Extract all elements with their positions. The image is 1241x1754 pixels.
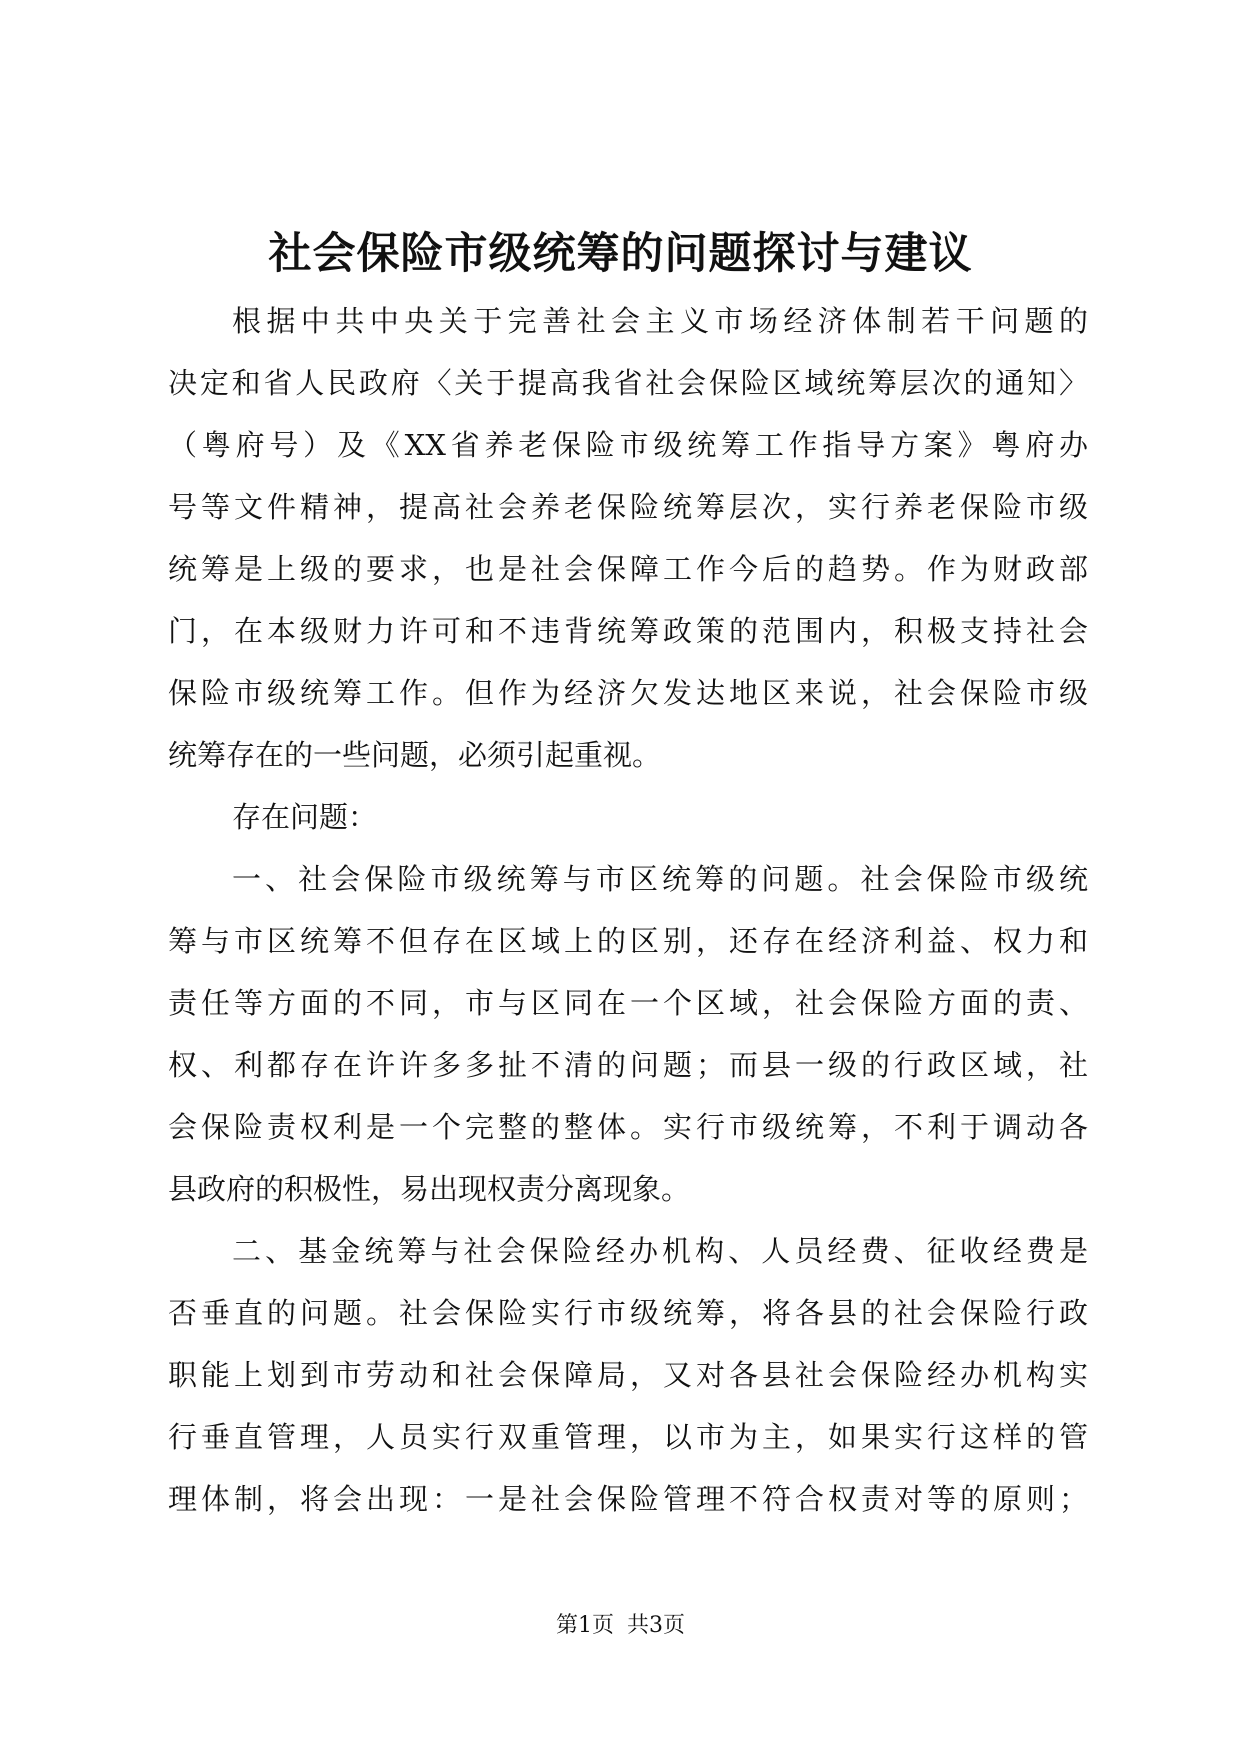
body-line: 一、社会保险市级统筹与市区统筹的问题。社会保险市级统 bbox=[232, 862, 1088, 896]
body-line: 行垂直管理，人员实行双重管理，以市为主，如果实行这样的管 bbox=[168, 1420, 1088, 1454]
body-line: 职能上划到市劳动和社会保障局，又对各县社会保险经办机构实 bbox=[168, 1358, 1088, 1392]
body-line: 根据中共中央关于完善社会主义市场经济体制若干问题的 bbox=[232, 304, 1088, 338]
document-title: 社会保险市级统筹的问题探讨与建议 bbox=[268, 229, 973, 279]
page-footer bbox=[0, 1608, 1241, 1639]
body-line: （粤府号）及《XX省养老保险市级统筹工作指导方案》粤府办 bbox=[168, 428, 1088, 462]
body-line: 筹与市区统筹不但存在区域上的区别，还存在经济利益、权力和 bbox=[168, 924, 1088, 958]
body-line: 决定和省人民政府〈关于提高我省社会保险区域统筹层次的通知〉 bbox=[168, 366, 1088, 400]
body-line: 二、基金统筹与社会保险经办机构、人员经费、征收经费是 bbox=[232, 1234, 1088, 1268]
body-line: 门，在本级财力许可和不违背统筹政策的范围内，积极支持社会 bbox=[168, 614, 1088, 648]
body-line: 权、利都存在许许多多扯不清的问题；而县一级的行政区域，社 bbox=[168, 1048, 1088, 1082]
body-line: 号等文件精神，提高社会养老保险统筹层次，实行养老保险市级 bbox=[168, 490, 1088, 524]
body-line: 统筹是上级的要求，也是社会保障工作今后的趋势。作为财政部 bbox=[168, 552, 1088, 586]
section-heading: 存在问题： bbox=[232, 800, 378, 834]
body-line: 会保险责权利是一个完整的整体。实行市级统筹，不利于调动各 bbox=[168, 1110, 1088, 1144]
body-line: 保险市级统筹工作。但作为经济欠发达地区来说，社会保险市级 bbox=[168, 676, 1088, 710]
page-number: 第1页 bbox=[556, 1613, 614, 1638]
body-line: 否垂直的问题。社会保险实行市级统筹，将各县的社会保险行政 bbox=[168, 1296, 1088, 1330]
body-line: 理体制，将会出现：一是社会保险管理不符合权责对等的原则； bbox=[168, 1482, 1088, 1516]
page-total: 共3页 bbox=[627, 1613, 685, 1638]
body-line: 县政府的积极性，易出现权责分离现象。 bbox=[168, 1172, 691, 1206]
document-body bbox=[168, 290, 1088, 1530]
body-line: 责任等方面的不同，市与区同在一个区域，社会保险方面的责、 bbox=[168, 986, 1088, 1020]
body-line: 统筹存在的一些问题，必须引起重视。 bbox=[168, 738, 662, 772]
